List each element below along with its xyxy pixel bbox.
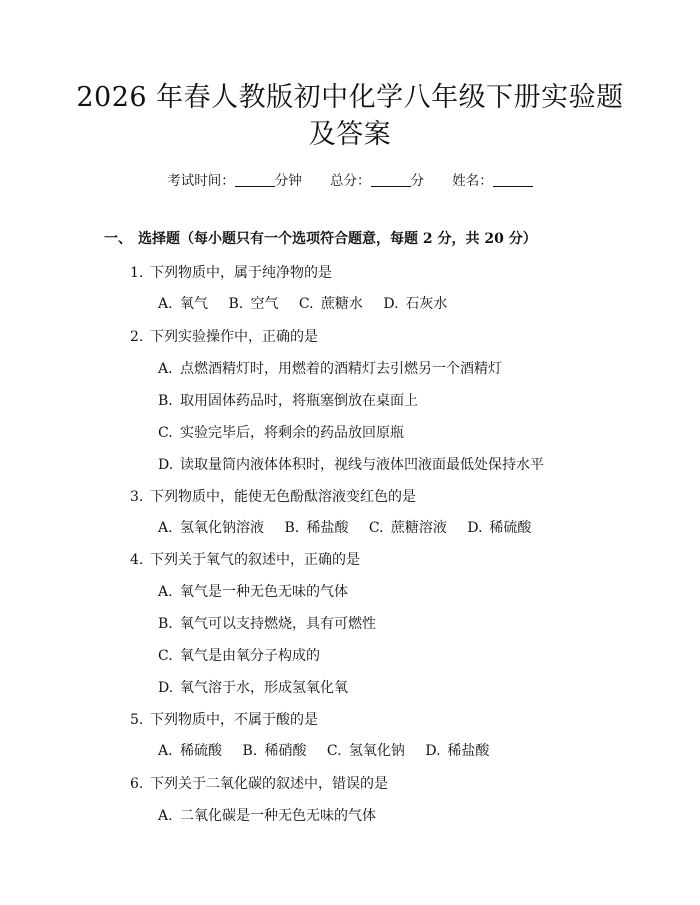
option-text: 二氧化碳是一种无色无味的气体 [180, 808, 376, 824]
option-letter: A. [158, 296, 173, 312]
question-1-options [158, 293, 463, 313]
option-b [228, 293, 278, 313]
option-c [327, 740, 405, 760]
option-d [467, 517, 531, 537]
option-letter: D. [425, 743, 441, 759]
option-a [158, 740, 222, 760]
question-6 [130, 773, 388, 793]
option-text: 氧气可以支持燃烧，具有可燃性 [180, 616, 376, 632]
exam-time-label: 考试时间： [167, 173, 235, 189]
option-text: 氧气是一种无色无味的气体 [180, 584, 348, 600]
option-d [383, 293, 447, 313]
option-text: 氢氧化钠 [348, 743, 405, 759]
option-letter: C. [158, 425, 173, 441]
total-score-unit: 分 [410, 173, 424, 189]
question-3 [130, 486, 416, 506]
section-heading-multiple-choice [104, 228, 537, 248]
option-letter: D. [383, 296, 399, 312]
option-text: 氧气溶于水，形成氢氧化氧 [180, 680, 348, 696]
question-number: 6. [130, 776, 144, 792]
option-text: 稀盐酸 [306, 520, 349, 536]
option-letter: C. [158, 648, 173, 664]
option-c [299, 293, 363, 313]
question-5 [130, 709, 318, 729]
question-5-options [158, 740, 505, 760]
option-letter: B. [228, 296, 244, 312]
option-text: 空气 [250, 296, 279, 312]
option-text: 稀硫酸 [180, 743, 222, 759]
option-letter: A. [158, 361, 173, 377]
question-4-option-b [158, 613, 376, 633]
option-letter: D. [158, 680, 174, 696]
option-c [369, 517, 447, 537]
question-4 [130, 549, 360, 569]
question-4-option-a [158, 581, 348, 601]
question-3-options [158, 517, 547, 537]
option-text: 氢氧化钠溶液 [180, 520, 264, 536]
option-b [242, 740, 306, 760]
question-1 [130, 262, 332, 282]
question-number: 2. [130, 329, 144, 345]
option-text: 取用固体药品时，将瓶塞倒放在桌面上 [180, 393, 418, 409]
question-number: 4. [130, 552, 144, 568]
student-name-field [452, 169, 533, 189]
question-text: 下列物质中，不属于酸的是 [150, 712, 318, 728]
question-2 [130, 326, 318, 346]
option-text: 氧气 [180, 296, 208, 312]
question-2-option-b [158, 390, 418, 410]
question-number: 5. [130, 712, 144, 728]
option-letter: B. [158, 616, 173, 632]
option-letter: B. [158, 393, 173, 409]
option-text: 稀盐酸 [447, 743, 490, 759]
question-text: 下列物质中，属于纯净物的是 [150, 265, 332, 281]
total-score-label: 总分： [330, 173, 371, 189]
question-2-option-d [158, 454, 544, 474]
option-letter: A. [158, 584, 173, 600]
option-d [425, 740, 489, 760]
question-4-option-d [158, 677, 348, 697]
total-score-blank [371, 174, 411, 187]
option-text: 氧气是由氧分子构成的 [180, 648, 320, 664]
question-6-option-a [158, 805, 376, 825]
exam-time-field [167, 169, 302, 189]
option-a [158, 517, 264, 537]
option-letter: C. [298, 296, 314, 312]
student-name-blank [493, 174, 533, 187]
option-letter: B. [242, 743, 258, 759]
exam-time-blank [235, 174, 275, 187]
option-letter: B. [284, 520, 300, 536]
question-2-option-c [158, 422, 404, 442]
total-score-field [330, 169, 424, 189]
option-letter: A. [158, 808, 173, 824]
student-name-label: 姓名： [452, 173, 493, 189]
option-letter: D. [158, 457, 174, 473]
question-number: 3. [130, 489, 144, 505]
option-a [158, 293, 208, 313]
question-4-option-c [158, 645, 320, 665]
page-title-line-2: 及答案 [308, 119, 392, 150]
question-text: 下列关于二氧化碳的叙述中，错误的是 [150, 776, 388, 792]
option-text: 点燃酒精灯时，用燃着的酒精灯去引燃另一个酒精灯 [180, 361, 502, 377]
option-text: 稀硫酸 [489, 520, 532, 536]
option-text: 稀硝酸 [264, 743, 307, 759]
question-number: 1. [130, 265, 144, 281]
question-text: 下列物质中，能使无色酚酞溶液变红色的是 [150, 489, 416, 505]
option-b [284, 517, 348, 537]
option-letter: A. [158, 743, 173, 759]
option-text: 蔗糖水 [320, 296, 363, 312]
option-letter: A. [158, 520, 173, 536]
option-letter: C. [326, 743, 342, 759]
exam-time-unit: 分钟 [274, 173, 302, 189]
option-text: 蔗糖溶液 [390, 520, 447, 536]
question-text: 下列实验操作中，正确的是 [150, 329, 318, 345]
question-2-option-a [158, 358, 502, 378]
question-text: 下列关于氧气的叙述中，正确的是 [150, 552, 360, 568]
section-number: 一、 [104, 231, 132, 247]
page-title-line-1: 2026 年春人教版初中化学八年级下册实验题 [76, 82, 624, 113]
option-text: 读取量筒内液体体积时，视线与液体凹液面最低处保持水平 [180, 457, 544, 473]
option-letter: D. [467, 520, 483, 536]
option-letter: C. [368, 520, 384, 536]
option-text: 实验完毕后，将剩余的药品放回原瓶 [180, 425, 404, 441]
option-text: 石灰水 [405, 296, 448, 312]
section-title: 选择题（每小题只有一个选项符合题意，每题 2 分，共 20 分） [138, 231, 537, 247]
exam-info-line [0, 169, 700, 189]
